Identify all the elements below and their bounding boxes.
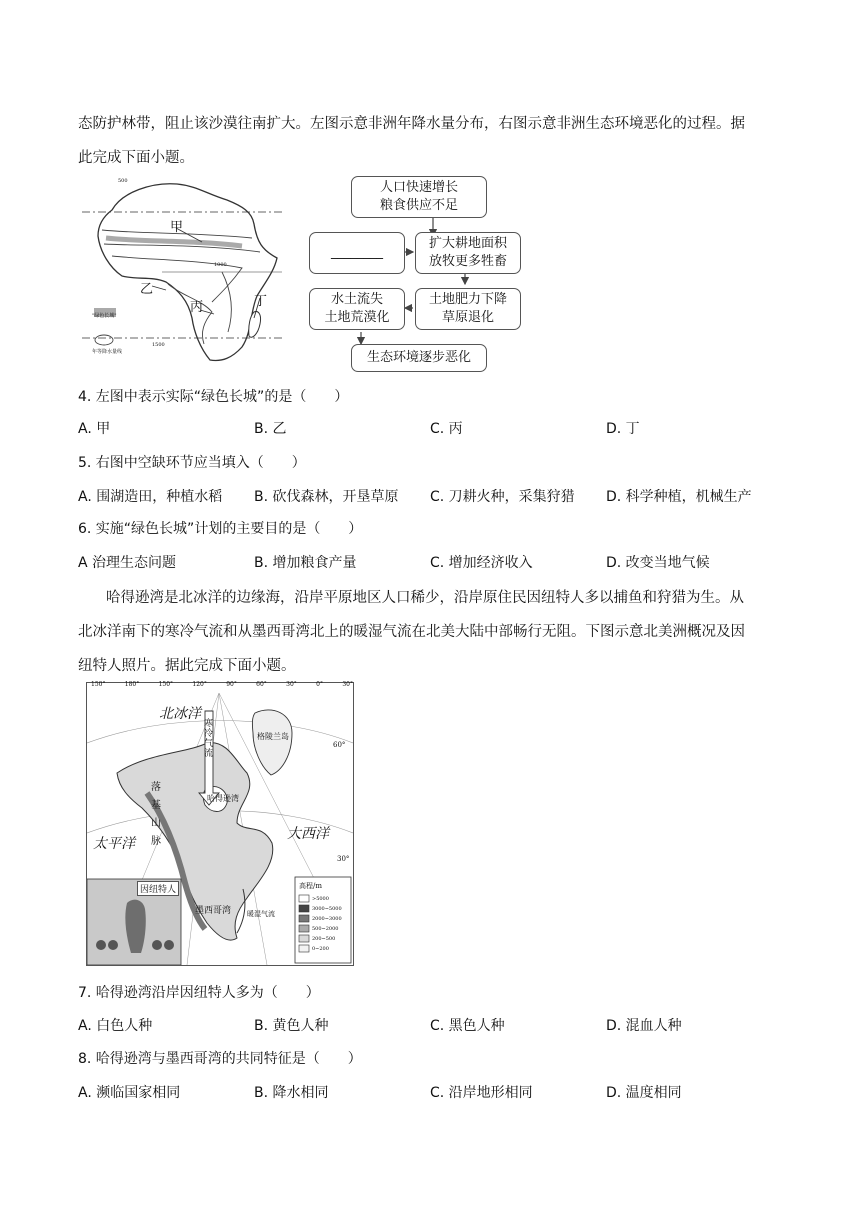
flow-box-deterioration xyxy=(351,344,487,372)
flow-box-population xyxy=(351,176,487,218)
q6-option-d: D. 改变当地气候 xyxy=(606,555,710,571)
legend-item: 2000~3000 xyxy=(312,916,342,922)
q7-option-c: C. 黑色人种 xyxy=(430,1018,505,1034)
tick-label: 90° xyxy=(226,681,237,688)
q6-option-a: A 治理生态问题 xyxy=(78,555,177,571)
isoline-label: 500 xyxy=(118,178,128,184)
intro2-line-2: 北冰洋南下的寒冷气流和从墨西哥湾北上的暖湿气流在北美大陆中部畅行无阻。下图示意北美洲概况及因 xyxy=(78,624,745,640)
q4-option-c: C. 丙 xyxy=(430,421,463,437)
label-jia: 甲 xyxy=(170,220,184,235)
tick-label: 120° xyxy=(192,681,207,688)
flow-box-expand xyxy=(415,232,521,274)
label-yi: 乙 xyxy=(140,282,154,297)
tick-label: 60° xyxy=(256,681,267,688)
question-5: 5. 右图中空缺环节应当填入（ ） xyxy=(78,455,306,471)
flow-text: 生态环境逐步恶化 xyxy=(366,350,471,365)
label-rockies: 落基山脉 xyxy=(151,782,161,847)
legend-isohyet: 年等降水量线 xyxy=(92,349,123,355)
question-8: 8. 哈得逊湾与墨西哥湾的共同特征是（ ） xyxy=(78,1051,362,1067)
legend-items xyxy=(312,894,342,954)
flow-box-erosion xyxy=(309,288,405,330)
q4-option-a: A. 甲 xyxy=(78,421,111,437)
label-lat-60: 60° xyxy=(333,741,346,749)
flow-text: 土地荒漠化 xyxy=(324,310,390,325)
q5-option-a: A. 围湖造田，种植水稻 xyxy=(78,489,223,505)
q7-option-d: D. 混血人种 xyxy=(606,1018,682,1034)
label-lat-30: 30° xyxy=(337,855,350,863)
flow-box-blank xyxy=(309,232,405,274)
isoline-label: 1000 xyxy=(214,262,227,268)
q6-option-b: B. 增加粮食产量 xyxy=(254,555,357,571)
tick-label: 30° xyxy=(286,681,297,688)
north-america-map xyxy=(86,682,354,966)
label-greenland: 格陵兰岛 xyxy=(257,732,289,741)
label-atlantic: 大西洋 xyxy=(287,826,329,842)
q5-option-c: C. 刀耕火种，采集狩猎 xyxy=(430,489,575,505)
question-7: 7. 哈得逊湾沿岸因纽特人多为（ ） xyxy=(78,985,320,1001)
flow-box-fertility xyxy=(415,288,521,330)
label-ding: 丁 xyxy=(254,294,268,309)
legend-item: 200~500 xyxy=(312,936,336,942)
tick-label: 0° xyxy=(316,681,323,688)
q5-option-b: B. 砍伐森林，开垦草原 xyxy=(254,489,399,505)
africa-precipitation-map xyxy=(82,172,282,372)
legend-item: 3000~5000 xyxy=(312,906,342,912)
intro-line-2: 此完成下面小题。 xyxy=(78,150,194,166)
question-6: 6. 实施“绿色长城”计划的主要目的是（ ） xyxy=(78,521,363,537)
legend-item: >5000 xyxy=(312,896,329,902)
tick-label: 150° xyxy=(158,681,174,688)
label-warm-air: 暖湿气流 xyxy=(247,910,275,918)
flow-text: 草原退化 xyxy=(441,310,494,325)
label-arctic-ocean: 北冰洋 xyxy=(159,706,201,722)
map-top-ticks xyxy=(91,681,353,688)
flow-text: 扩大耕地面积 xyxy=(428,236,507,251)
label-cold-air: 寒冷气流 xyxy=(204,719,214,759)
q8-option-d: D. 温度相同 xyxy=(606,1085,682,1101)
flow-text: 粮食供应不足 xyxy=(379,198,458,213)
q4-option-d: D. 丁 xyxy=(606,421,640,437)
legend-item: 0~200 xyxy=(312,946,329,952)
label-bing: 丙 xyxy=(190,300,204,315)
flow-text: 放牧更多牲畜 xyxy=(428,254,507,269)
tick-label: 180° xyxy=(124,681,140,688)
q7-option-a: A. 白色人种 xyxy=(78,1018,153,1034)
intro2-line-1: 哈得逊湾是北冰洋的边缘海，沿岸平原地区人口稀少，沿岸原住民因纽特人多以捕鱼和狩猎为生。从 xyxy=(106,590,744,606)
legend-green-wall: "绿色长城" xyxy=(92,313,117,319)
flow-text: 土地肥力下降 xyxy=(428,292,507,307)
legend-item: 500~2000 xyxy=(312,926,339,932)
tick-label: 30° xyxy=(342,681,353,688)
flow-blank: ________ xyxy=(331,245,383,260)
q8-option-a: A. 濒临国家相同 xyxy=(78,1085,181,1101)
label-inuit: 因纽特人 xyxy=(137,881,179,896)
intro2-line-3: 纽特人照片。据此完成下面小题。 xyxy=(78,658,296,674)
label-hudson-bay: 哈得逊湾 xyxy=(207,794,239,803)
legend-title: 高程/m xyxy=(299,882,322,890)
q4-option-b: B. 乙 xyxy=(254,421,287,437)
question-4: 4. 左图中表示实际“绿色长城”的是（ ） xyxy=(78,389,349,405)
q6-option-c: C. 增加经济收入 xyxy=(430,555,533,571)
label-pacific: 太平洋 xyxy=(93,836,135,852)
intro-line-1: 态防护林带，阻止该沙漠往南扩大。左图示意非洲年降水量分布，右图示意非洲生态环境恶化的过程。据 xyxy=(78,116,745,132)
flow-text: 人口快速增长 xyxy=(379,180,458,195)
flow-text: 水土流失 xyxy=(330,292,383,307)
q8-option-b: B. 降水相同 xyxy=(254,1085,329,1101)
q8-option-c: C. 沿岸地形相同 xyxy=(430,1085,533,1101)
q5-option-d: D. 科学种植，机械生产 xyxy=(606,489,752,505)
q7-option-b: B. 黄色人种 xyxy=(254,1018,329,1034)
label-gulf-of-mexico: 墨西哥湾 xyxy=(195,906,232,916)
isoline-label: 1500 xyxy=(152,342,165,348)
flowchart xyxy=(305,172,525,372)
tick-label: 150° xyxy=(91,681,106,688)
